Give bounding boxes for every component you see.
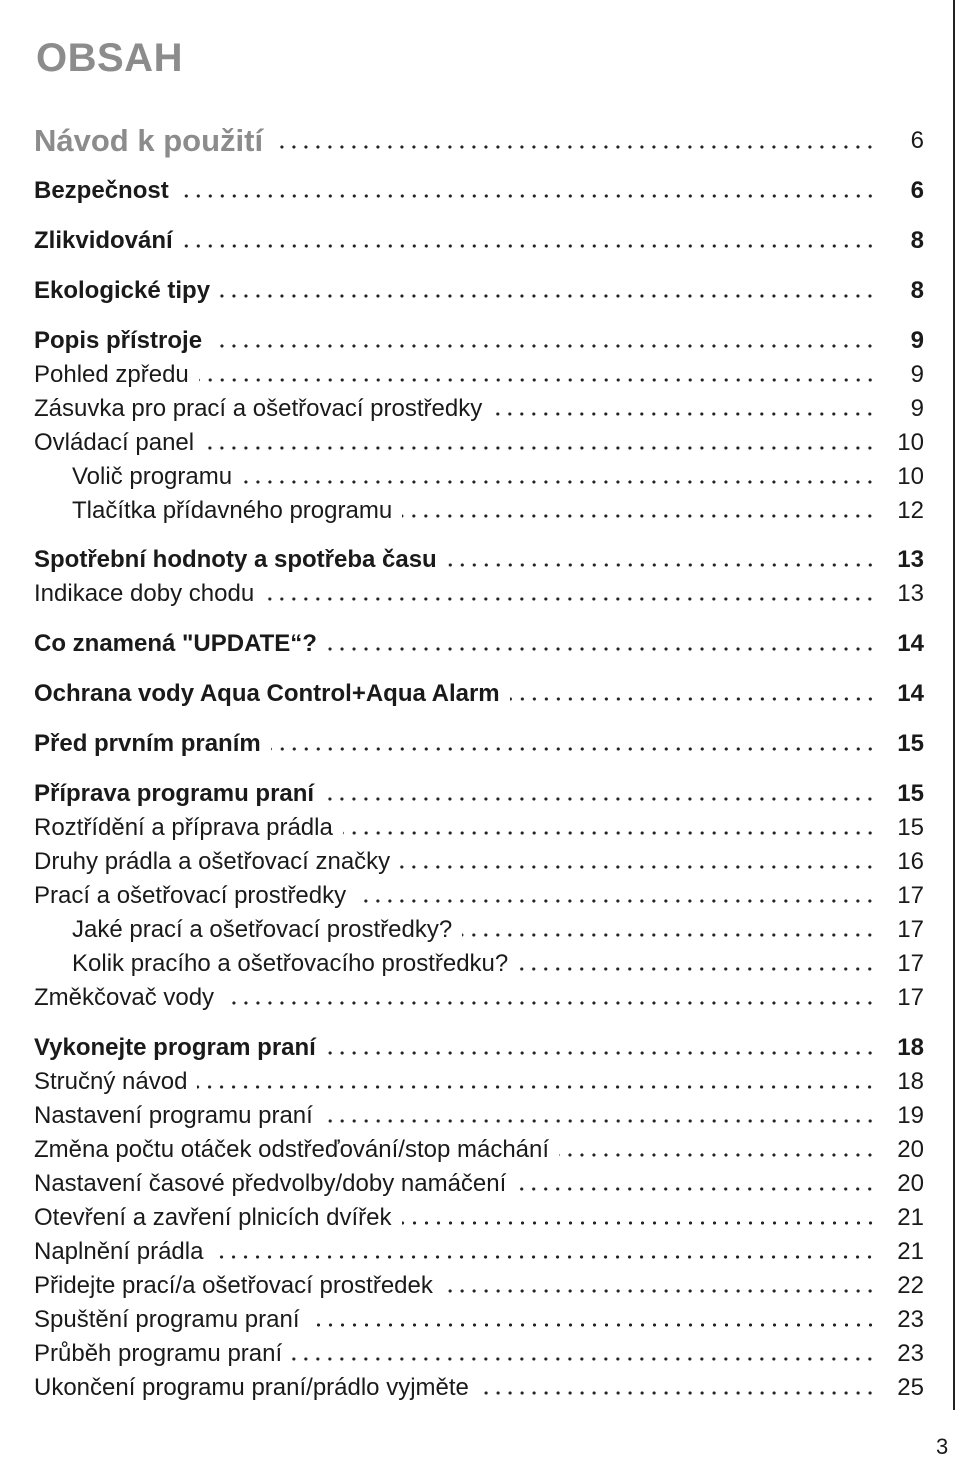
toc-page: 17: [897, 916, 924, 943]
toc-page: 12: [897, 497, 924, 524]
toc-page: 18: [897, 1034, 924, 1061]
leader-dots: [199, 378, 876, 382]
leader-dots: [326, 1051, 876, 1055]
toc-entry-sub[interactable]: [72, 949, 924, 979]
toc-entry[interactable]: [34, 1373, 924, 1403]
toc-entry-sub[interactable]: [72, 462, 924, 492]
toc-entry[interactable]: [34, 428, 924, 458]
toc-page: 8: [910, 227, 924, 254]
toc-entry[interactable]: [34, 579, 924, 609]
toc-entry-section[interactable]: [34, 276, 924, 306]
toc-entry[interactable]: [34, 1135, 924, 1165]
toc-label: Změna počtu otáček odstřeďování/stop máchání: [34, 1136, 550, 1163]
toc-page: 15: [897, 780, 924, 807]
toc-entry[interactable]: [34, 1067, 924, 1097]
leader-dots: [273, 145, 876, 149]
toc-label: Změkčovač vody: [34, 984, 215, 1011]
toc-page: 19: [897, 1102, 924, 1129]
toc-entry-sub[interactable]: [72, 915, 924, 945]
toc-entry[interactable]: [34, 1169, 924, 1199]
leader-dots: [443, 1289, 876, 1293]
leader-dots: [242, 480, 876, 484]
toc-label: Ukončení programu praní/prádlo vyjměte: [34, 1374, 469, 1401]
leader-dots: [356, 899, 876, 903]
leader-dots: [559, 1153, 876, 1157]
toc-label: Nastavení programu praní: [34, 1102, 313, 1129]
toc-page: 23: [897, 1340, 924, 1367]
toc-entry[interactable]: [34, 1271, 924, 1301]
leader-dots: [220, 294, 876, 298]
toc-entry-section[interactable]: [34, 779, 924, 809]
toc-page: 9: [910, 327, 924, 354]
toc-entry-section[interactable]: [34, 176, 924, 206]
leader-dots: [213, 1255, 876, 1259]
leader-dots: [400, 865, 876, 869]
toc-page: 20: [897, 1170, 924, 1197]
toc-entry[interactable]: [34, 813, 924, 843]
leader-dots: [197, 1085, 876, 1089]
leader-dots: [462, 933, 876, 937]
toc-entry[interactable]: [34, 847, 924, 877]
toc-page: 21: [897, 1204, 924, 1231]
toc-page: 13: [897, 546, 924, 573]
toc-label: Zásuvka pro prací a ošetřovací prostředky: [34, 395, 483, 422]
toc-label: Ekologické tipy: [34, 277, 211, 304]
leader-dots: [518, 967, 876, 971]
leader-dots: [510, 697, 876, 701]
toc-page: 10: [897, 463, 924, 490]
toc-page: 10: [897, 429, 924, 456]
toc-page: 8: [910, 277, 924, 304]
leader-dots: [310, 1323, 877, 1327]
leader-dots: [212, 344, 876, 348]
toc-label: Nastavení časové předvolby/doby namáčení: [34, 1170, 507, 1197]
leader-dots: [183, 244, 876, 248]
toc-page: 6: [910, 177, 924, 204]
toc-page: 9: [910, 361, 924, 388]
toc-page: 23: [897, 1306, 924, 1333]
toc-label: Stručný návod: [34, 1068, 188, 1095]
toc-page: 22: [897, 1272, 924, 1299]
toc-label: Vykonejte program praní: [34, 1034, 316, 1061]
toc-label: Přidejte prací/a ošetřovací prostředek: [34, 1272, 433, 1299]
toc-label: Prací a ošetřovací prostředky: [34, 882, 347, 909]
toc-label: Druhy prádla a ošetřovací značky: [34, 848, 391, 875]
toc-entry[interactable]: [34, 360, 924, 390]
toc-page: 21: [897, 1238, 924, 1265]
toc-label: Popis přístroje: [34, 327, 203, 354]
toc-entry-section[interactable]: [34, 629, 924, 659]
toc-label: Co znamená "UPDATE“?: [34, 630, 317, 657]
toc-page: 17: [897, 984, 924, 1011]
toc-entry[interactable]: [34, 983, 924, 1013]
leader-dots: [323, 1119, 876, 1123]
leader-dots: [402, 514, 876, 518]
toc-entry[interactable]: [34, 881, 924, 911]
toc-label: Tlačítka přídavného programu: [72, 497, 393, 524]
leader-dots: [292, 1357, 876, 1361]
toc-entry[interactable]: [34, 394, 924, 424]
leader-dots: [327, 647, 876, 651]
toc-label: Před prvním praním: [34, 730, 261, 757]
toc-page: 18: [897, 1068, 924, 1095]
leader-dots: [324, 797, 876, 801]
toc-label: Zlikvidování: [34, 227, 173, 254]
toc-label: Ochrana vody Aqua Control+Aqua Alarm: [34, 680, 500, 707]
toc-page: 15: [897, 730, 924, 757]
toc-entry[interactable]: [34, 1305, 924, 1335]
toc-page: 13: [897, 580, 924, 607]
toc-page: 17: [897, 882, 924, 909]
leader-dots: [479, 1391, 876, 1395]
toc-entry-main[interactable]: [34, 123, 924, 159]
toc-label: Bezpečnost: [34, 177, 169, 204]
toc-label: Ovládací panel: [34, 429, 195, 456]
toc-page: 25: [897, 1374, 924, 1401]
toc-label: Návod k použití: [34, 123, 264, 158]
toc-label: Naplnění prádla: [34, 1238, 204, 1265]
toc-page: 9: [910, 395, 924, 422]
leader-dots: [492, 412, 876, 416]
toc-page: 20: [897, 1136, 924, 1163]
toc-label: Otevření a zavření plnicích dvířek: [34, 1204, 392, 1231]
leader-dots: [402, 1221, 877, 1225]
toc-entry-section[interactable]: [34, 545, 924, 575]
toc-entry-section[interactable]: [34, 679, 924, 709]
toc-entry[interactable]: [34, 1203, 924, 1233]
leader-dots: [447, 563, 876, 567]
page-title: OBSAH: [36, 36, 183, 80]
leader-dots: [179, 194, 876, 198]
toc-entry[interactable]: [34, 1339, 924, 1369]
toc-page: 14: [897, 630, 924, 657]
toc-page: 14: [897, 680, 924, 707]
toc-label: Spotřební hodnoty a spotřeba času: [34, 546, 437, 573]
toc-label: Průběh programu praní: [34, 1340, 283, 1367]
toc-entry-section[interactable]: [34, 729, 924, 759]
leader-dots: [271, 747, 876, 751]
toc-label: Indikace doby chodu: [34, 580, 255, 607]
toc-entry[interactable]: [34, 1237, 924, 1267]
toc-label: Spuštění programu praní: [34, 1306, 300, 1333]
leader-dots: [264, 597, 876, 601]
toc-page: 17: [897, 950, 924, 977]
leader-dots: [204, 446, 876, 450]
toc-entry-section[interactable]: [34, 226, 924, 256]
toc-label: Pohled zpředu: [34, 361, 189, 388]
toc-label: Volič programu: [72, 463, 233, 490]
leader-dots: [343, 831, 876, 835]
toc-label: Roztřídění a příprava prádla: [34, 814, 333, 841]
toc-label: Kolik pracího a ošetřovacího prostředku?: [72, 950, 509, 977]
toc-entry[interactable]: [34, 1101, 924, 1131]
toc-entry-section[interactable]: [34, 326, 924, 356]
toc-page: 15: [897, 814, 924, 841]
toc-page: 16: [897, 848, 924, 875]
toc-page: 6: [910, 127, 924, 154]
toc-label: Jaké prací a ošetřovací prostředky?: [72, 916, 453, 943]
toc-entry-sub[interactable]: [72, 496, 924, 526]
toc-label: Příprava programu praní: [34, 780, 315, 807]
toc-entry-section[interactable]: [34, 1033, 924, 1063]
leader-dots: [516, 1187, 876, 1191]
page-number: 3: [936, 1434, 949, 1459]
leader-dots: [224, 1001, 876, 1005]
